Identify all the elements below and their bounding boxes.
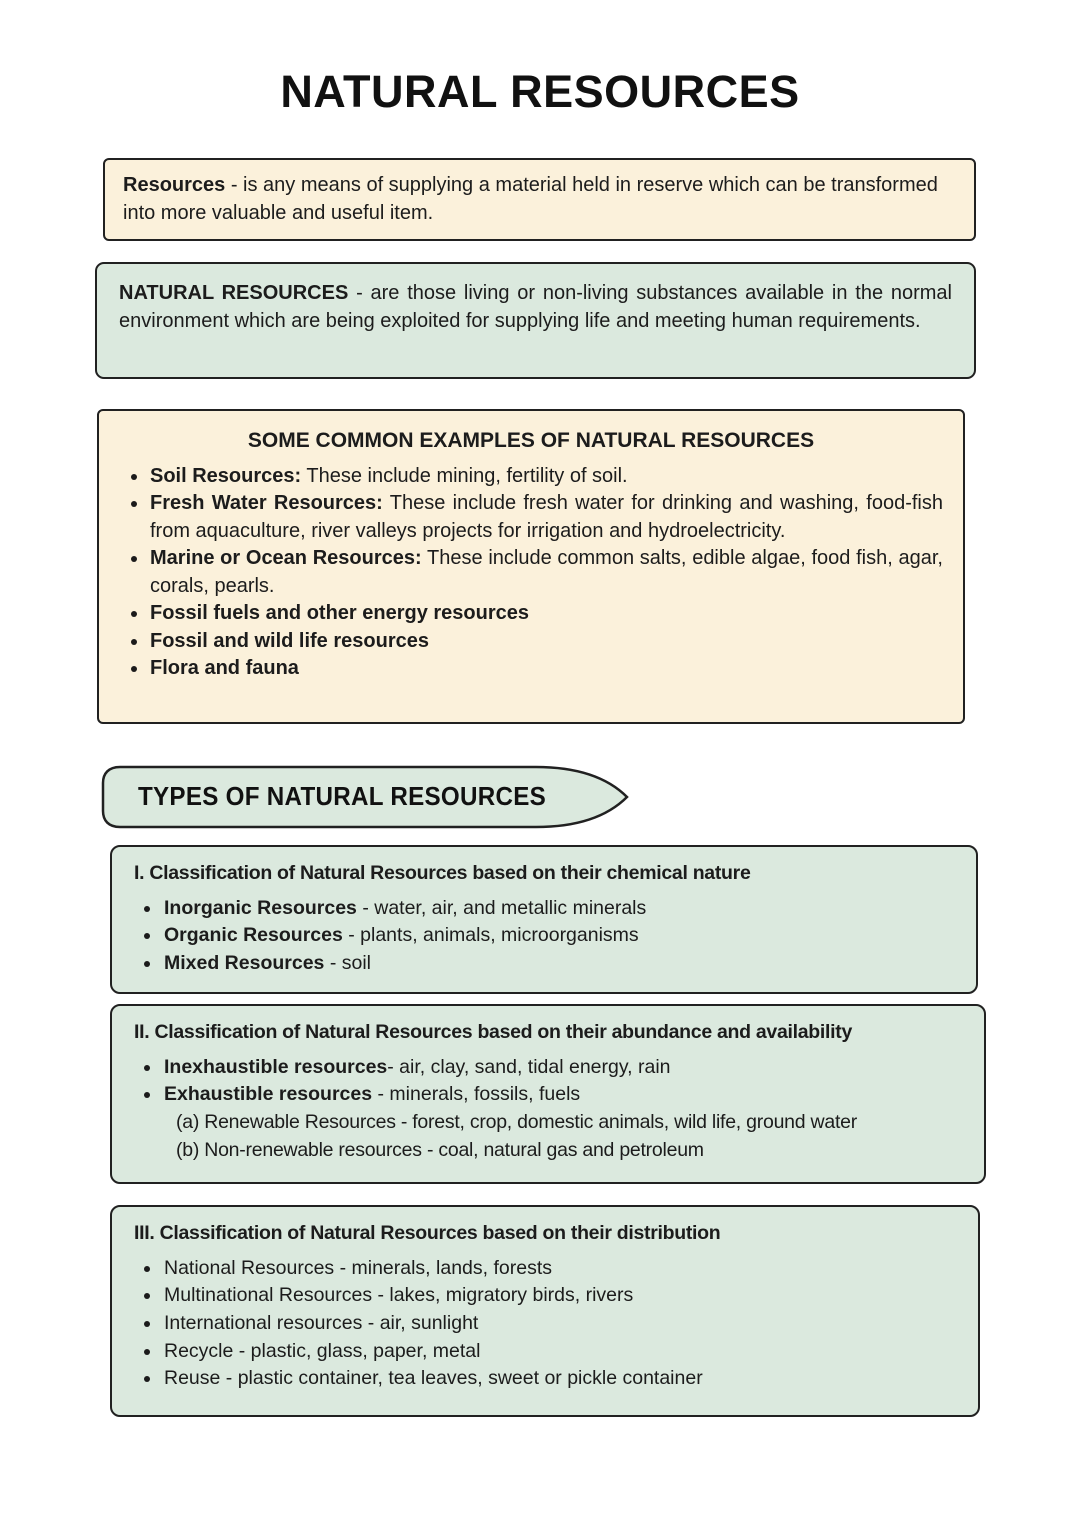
list-item-lead: Inorganic Resources (164, 896, 357, 919)
bullet-icon (131, 611, 137, 617)
list-item-lead: Marine or Ocean Resources: (150, 547, 422, 570)
sub-list-item: (b) Non-renewable resources - coal, natural gas and petroleum (176, 1138, 704, 1161)
classification-list (134, 895, 954, 978)
bullet-icon (144, 1349, 150, 1355)
classification-list (134, 1054, 962, 1109)
list-item-lead: Exhaustible resources (164, 1083, 373, 1106)
list-item-text (164, 1282, 956, 1310)
bullet-icon (144, 933, 150, 939)
list-item (119, 655, 943, 683)
classification-box-chemical (110, 845, 978, 994)
list-item-body: Reuse - plastic container, tea leaves, sweet or pickle container (164, 1367, 703, 1390)
list-item-text (150, 628, 943, 656)
classification-box-distribution (110, 1205, 980, 1417)
examples-box (97, 409, 965, 724)
banner-label: TYPES OF NATURAL RESOURCES (137, 780, 547, 811)
list-item-text (150, 545, 943, 600)
bullet-icon (144, 961, 150, 967)
classification-heading: III. Classification of Natural Resources based on their distribution (134, 1222, 721, 1244)
list-item-body: - plants, animals, microorganisms (342, 924, 639, 947)
list-item (119, 463, 943, 491)
definition-box (103, 158, 976, 241)
list-item-lead: Inexhaustible resources (164, 1055, 388, 1078)
list-item-body: These include fresh water for drinking and washing, food-fish from aquaculture, river valleys projects for irrigation and hydroelectricity. (150, 492, 943, 542)
list-item (134, 1310, 956, 1338)
list-item-text (164, 922, 954, 950)
list-item-body: - soil (324, 952, 371, 975)
examples-title: SOME COMMON EXAMPLES OF NATURAL RESOURCES (247, 429, 815, 452)
list-item-text (164, 1081, 962, 1109)
list-item (134, 1081, 962, 1109)
list-item-lead: Fresh Water Resources: (150, 492, 383, 515)
list-item (134, 1255, 956, 1283)
bullet-icon (144, 1293, 150, 1299)
list-item-body: Multinational Resources - lakes, migratory birds, rivers (164, 1284, 634, 1307)
list-item-body: National Resources - minerals, lands, forests (164, 1256, 552, 1279)
list-item-body: - water, air, and metallic minerals (356, 896, 647, 919)
classification-box-abundance (110, 1004, 986, 1184)
list-item-lead: Organic Resources (164, 924, 343, 947)
list-item (134, 895, 954, 923)
list-item-lead: Fossil fuels and other energy resources (150, 602, 530, 625)
list-item-text (164, 1338, 956, 1366)
natural-resources-body: - are those living or non-living substances available in the normal environment which are being exploited for supplying life and meeting human requirements. (119, 282, 952, 332)
bullet-icon (131, 501, 137, 507)
bullet-icon (131, 556, 137, 562)
list-item (134, 1282, 956, 1310)
list-item-text (150, 600, 943, 628)
bullet-icon (131, 639, 137, 645)
list-item (119, 545, 943, 600)
definition-body: - is any means of supplying a material held in reserve which can be transformed into more valuable and useful item. (123, 174, 938, 224)
definition-term: Resources (123, 174, 226, 196)
list-item-text (164, 950, 954, 978)
list-item (119, 490, 943, 545)
bullet-icon (144, 1065, 150, 1071)
list-item-body: These include mining, fertility of soil. (301, 464, 628, 487)
list-item-text (164, 895, 954, 923)
list-item (134, 922, 954, 950)
bullet-icon (144, 1266, 150, 1272)
list-item (119, 628, 943, 656)
classification-heading: II. Classification of Natural Resources based on their abundance and availability (134, 1021, 852, 1043)
list-item-text (164, 1255, 956, 1283)
list-item-text (150, 655, 943, 683)
bullet-icon (144, 1376, 150, 1382)
bullet-icon (144, 1092, 150, 1098)
list-item (134, 1338, 956, 1366)
list-item (134, 1365, 956, 1393)
list-item-body: These include common salts, edible algae, food fish, agar, corals, pearls. (150, 547, 943, 597)
list-item (134, 950, 954, 978)
bullet-icon (131, 666, 137, 672)
page-title: NATURAL RESOURCES (280, 66, 800, 117)
list-item-text (150, 490, 943, 545)
list-item-lead: Fossil and wild life resources (150, 629, 429, 652)
sub-list-item: (a) Renewable Resources - forest, crop, domestic animals, wild life, ground water (176, 1111, 857, 1134)
bullet-icon (144, 1321, 150, 1327)
classification-heading: I. Classification of Natural Resources based on their chemical nature (134, 862, 751, 884)
examples-list (119, 463, 943, 683)
list-item-body: - minerals, fossils, fuels (372, 1083, 581, 1106)
list-item-text (164, 1310, 956, 1338)
list-item (119, 600, 943, 628)
types-banner (100, 764, 632, 830)
list-item-text (150, 463, 943, 491)
list-item (134, 1054, 962, 1082)
list-item-text (164, 1365, 956, 1393)
renewable-sub-list (176, 1109, 962, 1164)
classification-list (134, 1255, 956, 1393)
bullet-icon (144, 906, 150, 912)
list-item-text (164, 1054, 962, 1082)
list-item-lead: Flora and fauna (150, 657, 299, 680)
natural-resources-text (119, 279, 952, 335)
list-item-body: - air, clay, sand, tidal energy, rain (387, 1055, 671, 1078)
list-item-lead: Soil Resources: (150, 464, 302, 487)
natural-resources-term: NATURAL RESOURCES (119, 282, 349, 304)
definition-text (123, 172, 956, 227)
list-item-lead: Mixed Resources (164, 952, 325, 975)
bullet-icon (131, 474, 137, 480)
list-item-body: International resources - air, sunlight (164, 1312, 479, 1335)
list-item-body: Recycle - plastic, glass, paper, metal (164, 1339, 481, 1362)
natural-resources-box (95, 262, 976, 379)
